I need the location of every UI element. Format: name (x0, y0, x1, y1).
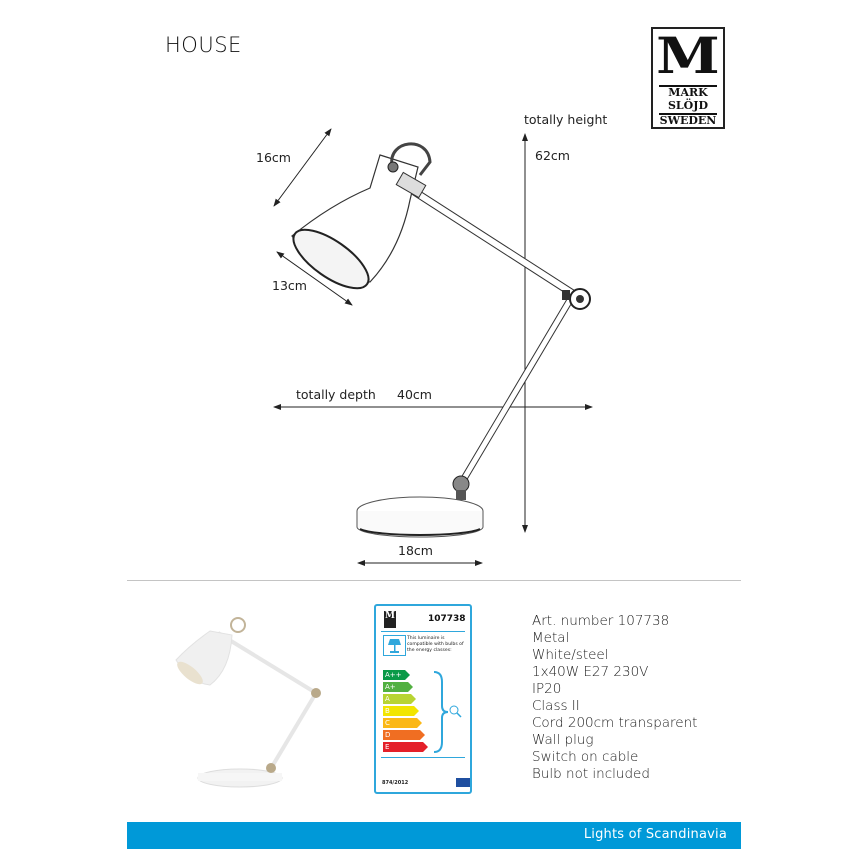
section-divider (127, 580, 741, 581)
spec-bulb-included: Bulb not included (532, 766, 650, 782)
energy-class-c: C (383, 718, 417, 728)
product-photo (170, 605, 340, 795)
energy-class-b: B (383, 706, 414, 716)
shade-length-label: 16cm (256, 150, 291, 165)
energy-class-a-plus-plus: A++ (383, 670, 405, 680)
energy-class-d: D (383, 730, 420, 740)
energy-label-divider (381, 757, 465, 758)
bracket-bulb-icon (430, 670, 468, 754)
energy-class-a: A (383, 694, 411, 704)
energy-label-divider (381, 631, 465, 632)
depth-value: 40cm (397, 387, 432, 402)
height-label: totally height (524, 112, 608, 127)
lamp-icon (383, 635, 406, 656)
spec-class: Class II (532, 698, 580, 714)
energy-class-a-plus: A+ (383, 682, 408, 692)
footer-bar (127, 822, 741, 849)
base-diameter-label: 18cm (398, 543, 433, 558)
spec-ip-rating: IP20 (532, 681, 562, 697)
footer-tagline: Lights of Scandinavia (583, 827, 727, 842)
spec-switch: Switch on cable (532, 749, 639, 765)
shade-diameter-label: 13cm (272, 278, 307, 293)
energy-label-article-number: 107738 (428, 614, 466, 624)
regulation-number: 874/2012 (382, 780, 409, 786)
spec-plug: Wall plug (532, 732, 594, 748)
spec-list (532, 613, 697, 783)
product-title: HOUSE (165, 33, 242, 57)
logo-line-3: SWEDEN (659, 114, 717, 127)
spec-color: White/steel (532, 647, 609, 663)
height-value: 62cm (535, 148, 570, 163)
spec-article-number: Art. number 107738 (532, 613, 670, 629)
spec-cord: Cord 200cm transparent (532, 715, 698, 731)
energy-label (374, 604, 472, 794)
energy-class-e: E (383, 742, 423, 752)
shade-length-arrow (274, 129, 331, 206)
spec-material: Metal (532, 630, 570, 646)
compatibility-text: This luminaire is compatible with bulbs of the energy classes: (407, 636, 464, 653)
mini-brand-logo: M (384, 611, 396, 628)
logo-line-2: SLÖJD (667, 99, 708, 112)
eu-flag-icon (456, 778, 470, 787)
spec-bulb: 1x40W E27 230V (532, 664, 649, 680)
logo-line-1: MARK (668, 86, 708, 99)
logo-letter: M (656, 26, 720, 85)
depth-label: totally depth (296, 387, 376, 402)
